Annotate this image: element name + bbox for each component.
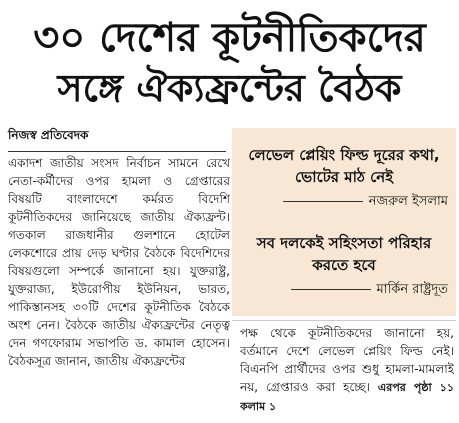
article-paragraph	[240, 324, 454, 416]
quote-source-name: মার্কিন রাষ্ট্রদূত	[376, 282, 448, 297]
quote-text: সব দলকেই সহিংসতা পরিহার করতে হবে	[256, 234, 432, 274]
article-text: পক্ষ থেকে কূটনীতিকদের জানানো হয়, বর্তমানে দেশে লেভেল প্লেয়িং ফিল্ড নেই। বিএনপি প্রার্থীদের ওপর শুধু হামলা-মামলাই নয়, গ্রেপ্তারও করা হচ্ছে।	[240, 326, 454, 394]
quote-source	[240, 280, 448, 301]
pull-quote-box	[232, 128, 456, 316]
headline-line-1: ৩০ দেশের কূটনীতিকদের	[33, 15, 426, 61]
column-divider	[232, 320, 456, 321]
article-paragraph: একাদশ জাতীয় সংসদ নির্বাচন সামনে রেখে নেতা-কর্মীদের ওপর হামলা ও গ্রেপ্তারের বিষয়টি বাংলাদেশে কর্মরত বিদেশি কূটনীতিকদের জানিয়েছে জাতীয় ঐক্যফ্রন্ট। গতকাল রাজধানীর গুলশানে হোটেল লেকশোরে প্রায় দেড় ঘণ্টার বৈঠকে বিদেশিদের বিষয়গুলো সম্পর্কে জানানো হয়। যুক্তরাষ্ট্র, যুক্তরাজ্য, ইউরোপীয় ইউনিয়ন, ভারত, পাকিস্তানসহ ৩০টি দেশের কূটনীতিক বৈঠকে অংশ নেন। বৈঠকে জাতীয় ঐক্যফ্রন্টের নেতৃত্ব দেন গণফোরাম সভাপতি ড. কামাল হোসেন। বৈঠকসূত্র জানান, জাতীয় ঐক্যফ্রন্টের	[8, 156, 230, 368]
pull-quote	[240, 144, 448, 213]
article-body-left	[8, 154, 230, 419]
continue-note[interactable]: এরপর পৃষ্ঠা ১১ কলাম ১	[240, 381, 454, 413]
headline	[0, 0, 459, 118]
quote-source	[240, 192, 448, 213]
headline-line-2: সঙ্গে ঐক্যফ্রন্টের বৈঠক	[57, 66, 402, 110]
quote-source-name: নজরুল ইসলাম	[368, 194, 448, 209]
byline: নিজস্ব প্রতিবেদক	[8, 127, 226, 152]
quote-rule	[291, 289, 371, 290]
article-body-right	[240, 324, 454, 419]
pull-quote	[240, 232, 448, 301]
quote-rule	[283, 201, 363, 202]
quote-text: লেভেল প্লেয়িং ফিল্ড দূরের কথা, ভোটের মাঠ নেই	[248, 146, 440, 186]
